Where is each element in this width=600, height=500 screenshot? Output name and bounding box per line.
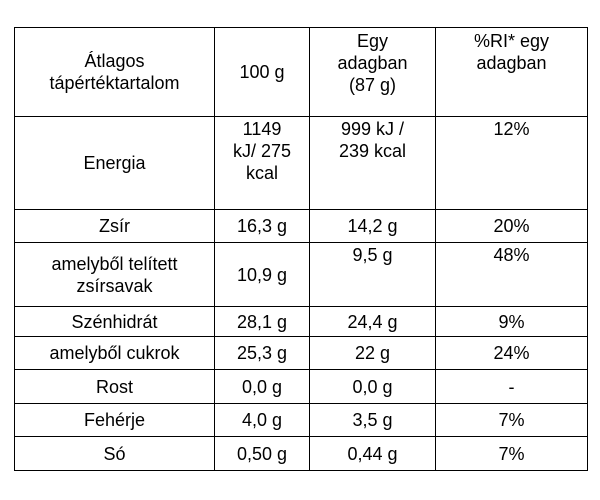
per100-value <box>215 337 310 370</box>
table-row <box>15 307 588 337</box>
nutrient-name-label: Fehérje <box>83 410 146 430</box>
nutrient-name-label: amelyből cukrok <box>49 343 180 363</box>
per100-label: 25,3 g <box>236 343 288 363</box>
ri-value <box>436 210 588 243</box>
table-header-row <box>15 28 588 117</box>
per100-line: kJ/ 275 <box>232 141 292 161</box>
ri-value <box>436 337 588 370</box>
nutrient-name-label: Rost <box>95 376 133 397</box>
ri-label: - <box>508 376 515 397</box>
per-serving-line: 239 kcal <box>338 141 407 161</box>
header-nutrient-line: Átlagos <box>84 51 145 71</box>
per100-value <box>215 437 310 471</box>
header-nutrient-cell <box>15 28 215 117</box>
nutrient-name <box>15 337 215 370</box>
ri-label: 7% <box>498 410 525 430</box>
per-serving-value <box>310 370 436 404</box>
ri-value <box>436 307 588 337</box>
per-serving-value <box>310 307 436 337</box>
nutrient-name <box>15 210 215 243</box>
header-ri-cell <box>436 28 588 117</box>
per-serving-label: 9,5 g <box>352 245 393 265</box>
header-nutrient-line: tápértéktartalom <box>49 73 180 93</box>
nutrient-name-label: Zsír <box>99 216 130 236</box>
table-row <box>15 243 588 307</box>
header-ri-line: %RI* egy <box>473 31 550 51</box>
nutrient-name <box>15 404 215 437</box>
per-serving-line: 999 kJ / <box>340 119 405 139</box>
header-per100-label: 100 g <box>239 62 285 82</box>
per100-line: kcal <box>245 163 278 183</box>
per-serving-value <box>310 243 436 307</box>
per-serving-value <box>310 404 436 437</box>
nutrient-name <box>15 307 215 337</box>
per-serving-label: 0,0 g <box>352 376 393 397</box>
per100-value <box>215 404 310 437</box>
ri-label: 9% <box>498 311 525 332</box>
table-row <box>15 117 588 210</box>
table-row <box>15 337 588 370</box>
nutrient-name <box>15 437 215 471</box>
table-row <box>15 370 588 404</box>
per100-value <box>215 370 310 404</box>
per100-value <box>215 210 310 243</box>
per100-value <box>215 307 310 337</box>
ri-value <box>436 370 588 404</box>
per-serving-label: 14,2 g <box>347 216 398 236</box>
nutrient-name-line: zsírsavak <box>76 275 153 296</box>
per-serving-label: 24,4 g <box>347 311 398 332</box>
per-serving-value <box>310 210 436 243</box>
ri-value <box>436 437 588 471</box>
nutrient-name-label: Só <box>103 443 126 464</box>
per-serving-value <box>310 337 436 370</box>
nutrient-name-label: Szénhidrát <box>71 311 158 332</box>
ri-label: 24% <box>493 343 530 363</box>
ri-value <box>436 243 588 307</box>
per-serving-label: 22 g <box>354 343 391 363</box>
nutrient-name-line: amelyből telített <box>51 253 178 274</box>
header-ri-line: adagban <box>476 53 547 73</box>
table-row <box>15 404 588 437</box>
per100-label: 0,0 g <box>241 376 283 397</box>
per-serving-value <box>310 437 436 471</box>
per100-value <box>215 243 310 307</box>
ri-value <box>436 404 588 437</box>
header-serving-line: Egy <box>356 31 389 51</box>
header-serving-line: adagban <box>337 53 408 73</box>
header-per100-cell <box>215 28 310 117</box>
per100-label: 16,3 g <box>236 216 288 236</box>
table-row <box>15 210 588 243</box>
per100-line: 1149 <box>242 119 282 139</box>
nutrient-name <box>15 243 215 307</box>
table-row <box>15 437 588 471</box>
ri-label: 48% <box>493 245 530 265</box>
per100-label: 28,1 g <box>236 311 288 332</box>
ri-value <box>436 117 588 210</box>
ri-label: 7% <box>498 443 525 464</box>
nutrient-name <box>15 370 215 404</box>
per100-label: 4,0 g <box>241 410 283 430</box>
per-serving-label: 0,44 g <box>347 443 398 464</box>
per-serving-label: 3,5 g <box>352 410 393 430</box>
header-serving-line: (87 g) <box>348 75 397 95</box>
nutrient-name <box>15 117 215 210</box>
ri-label: 12% <box>493 119 530 139</box>
ri-label: 20% <box>493 216 530 236</box>
per-serving-value <box>310 117 436 210</box>
per100-label: 0,50 g <box>236 443 288 464</box>
nutrition-table <box>14 27 588 471</box>
per100-label: 10,9 g <box>236 264 288 285</box>
per100-value <box>215 117 310 210</box>
nutrient-name-label: Energia <box>83 153 146 173</box>
header-serving-cell <box>310 28 436 117</box>
